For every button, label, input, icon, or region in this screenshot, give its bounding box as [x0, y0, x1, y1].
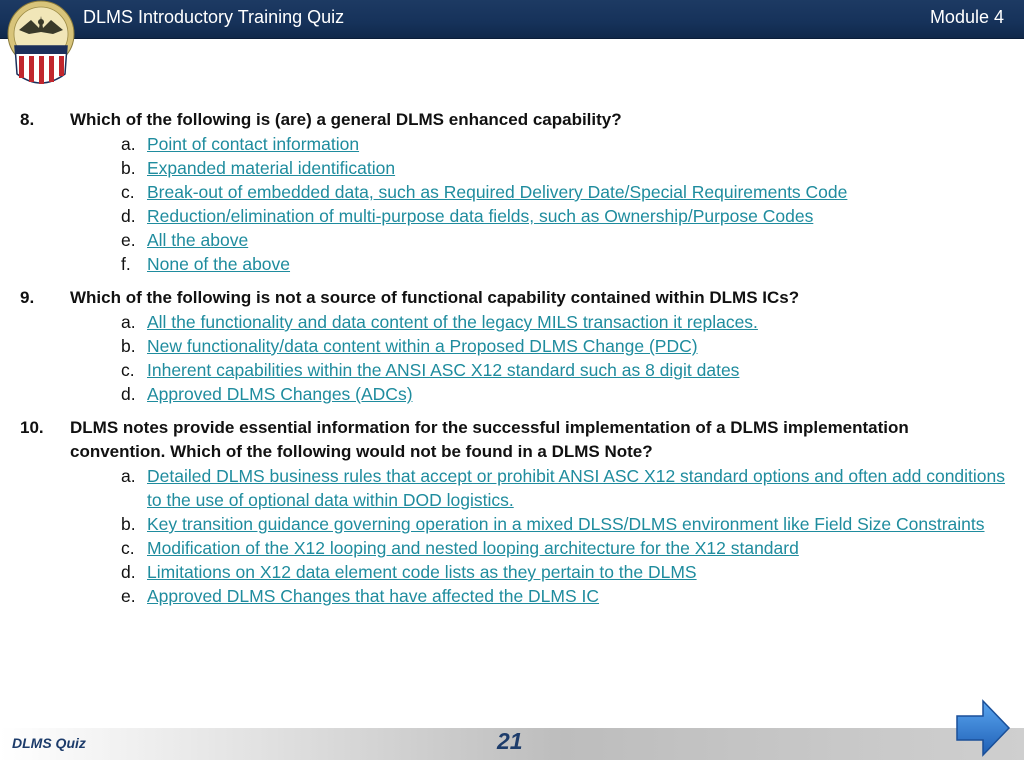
answer-list [0, 132, 1024, 276]
question-text: Which of the following is not a source of functional capability contained within DLMS ICs? [70, 288, 800, 307]
option-letter: b. [121, 514, 136, 534]
question-number: 8. [20, 110, 35, 129]
option-letter: c. [121, 538, 135, 558]
footer-bar [0, 728, 1024, 760]
answer-link[interactable]: New functionality/data content within a Proposed DLMS Change (PDC) [147, 336, 698, 356]
answer-link[interactable]: Key transition guidance governing operation in a mixed DLSS/DLMS environment like Field Size Constraints [147, 514, 985, 534]
next-arrow-icon[interactable] [955, 698, 1011, 758]
dla-seal-icon [3, 0, 79, 92]
question-9 [0, 286, 1024, 406]
footer-label: DLMS Quiz [12, 735, 86, 751]
question-number: 10. [20, 418, 44, 437]
answer-link[interactable]: Reduction/elimination of multi-purpose data fields, such as Ownership/Purpose Codes [147, 206, 814, 226]
question-text: DLMS notes provide essential information for the successful implementation of a DLMS implementation convention. Which of the following would not be found in a DLMS Note? [70, 418, 909, 461]
answer-option [0, 156, 1024, 180]
answer-link[interactable]: Approved DLMS Changes that have affected the DLMS IC [147, 586, 600, 606]
header-bar [0, 0, 1024, 39]
question-text: Which of the following is (are) a general DLMS enhanced capability? [70, 110, 622, 129]
answer-option [0, 358, 1024, 382]
presentation-title: DLMS Introductory Training Quiz [83, 7, 345, 27]
answer-option [0, 132, 1024, 156]
answer-option [0, 334, 1024, 358]
option-letter: c. [121, 182, 135, 202]
question-number: 9. [20, 288, 35, 307]
answer-link[interactable]: Modification of the X12 looping and nested looping architecture for the X12 standard [147, 538, 799, 558]
option-letter: a. [121, 466, 136, 486]
answer-link[interactable]: Point of contact information [147, 134, 360, 154]
answer-link[interactable]: All the above [147, 230, 249, 250]
module-label: Module 4 [929, 7, 1004, 27]
option-letter: b. [121, 158, 136, 178]
answer-link[interactable]: Inherent capabilities within the ANSI ASC X12 standard such as 8 digit dates [147, 360, 740, 380]
answer-option [0, 560, 1024, 584]
answer-link[interactable]: None of the above [147, 254, 291, 274]
answer-option [0, 204, 1024, 228]
answer-option [0, 536, 1024, 560]
option-letter: c. [121, 360, 135, 380]
answer-link[interactable]: Expanded material identification [147, 158, 396, 178]
answer-link[interactable]: Detailed DLMS business rules that accept or prohibit ANSI ASC X12 standard options and often add conditions to the use of optional data within DOD logistics. [147, 466, 1006, 510]
answer-link[interactable]: All the functionality and data content of the legacy MILS transaction it replaces. [147, 312, 758, 332]
option-letter: d. [121, 562, 136, 582]
question-10 [0, 416, 1024, 608]
option-letter: a. [121, 312, 136, 332]
option-letter: f. [121, 254, 131, 274]
answer-option [0, 382, 1024, 406]
option-letter: e. [121, 586, 136, 606]
answer-option [0, 180, 1024, 204]
page-number: 21 [497, 728, 523, 754]
answer-option [0, 228, 1024, 252]
answer-option [0, 252, 1024, 276]
answer-link[interactable]: Break-out of embedded data, such as Required Delivery Date/Special Requirements Code [147, 182, 848, 202]
answer-option [0, 310, 1024, 334]
option-letter: d. [121, 206, 136, 226]
answer-list [0, 310, 1024, 406]
option-letter: b. [121, 336, 136, 356]
answer-option [0, 584, 1024, 608]
answer-link[interactable]: Limitations on X12 data element code lists as they pertain to the DLMS [147, 562, 697, 582]
answer-list [0, 464, 1024, 608]
question-8 [0, 108, 1024, 276]
quiz-content [0, 108, 1024, 618]
answer-option [0, 464, 1024, 512]
option-letter: e. [121, 230, 136, 250]
option-letter: a. [121, 134, 136, 154]
answer-link[interactable]: Approved DLMS Changes (ADCs) [147, 384, 413, 404]
answer-option [0, 512, 1024, 536]
option-letter: d. [121, 384, 136, 404]
